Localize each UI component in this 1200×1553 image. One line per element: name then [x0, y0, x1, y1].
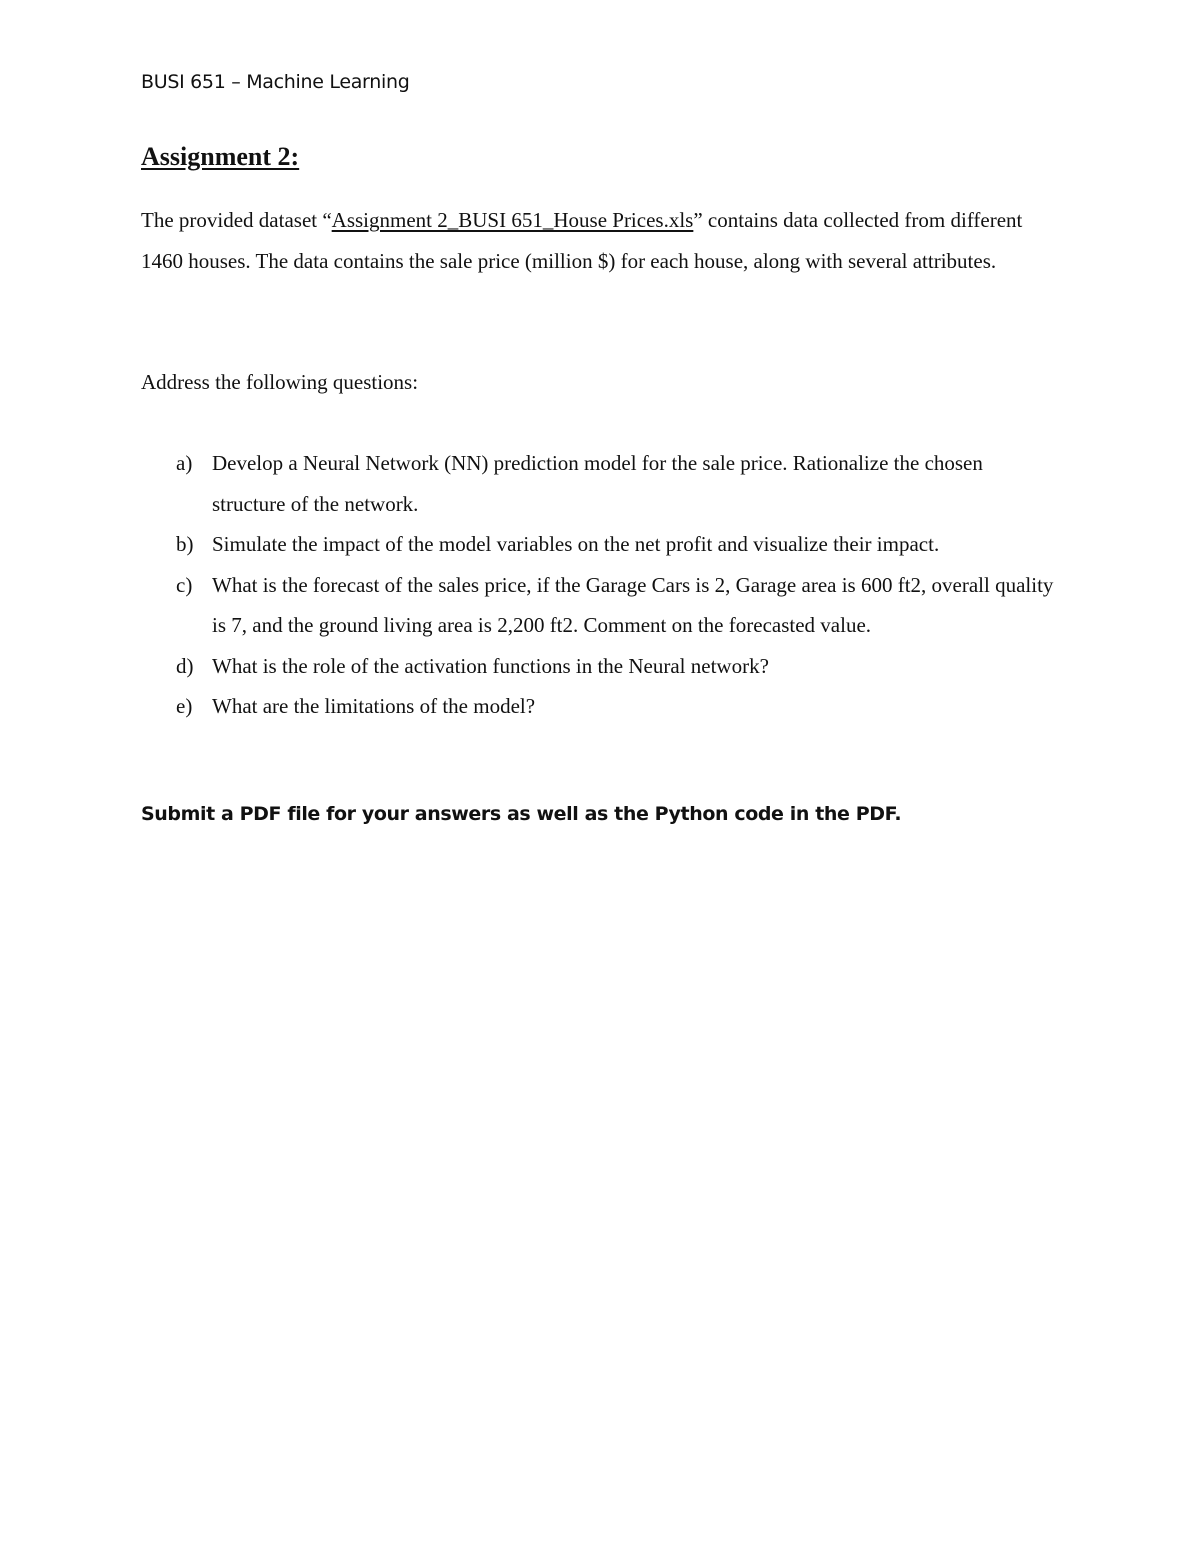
address-questions-line: Address the following questions: [141, 370, 419, 394]
assignment-title: Assignment 2: [141, 142, 300, 171]
question-text: What is the role of the activation functions in the Neural network? [212, 653, 769, 678]
question-marker: b) [176, 532, 194, 556]
question-marker: d) [176, 653, 194, 678]
question-text: Develop a Neural Network (NN) prediction model for the sale price. Rationalize the chosen structure of the network. [212, 451, 983, 516]
question-item-b [141, 524, 1061, 565]
question-marker: e) [176, 694, 193, 718]
question-text: What are the limitations of the model? [212, 694, 536, 718]
intro-text-end: ” contains data collected from different 1460 houses. The data contains the sale price (million $) for each house, along with several attributes. [141, 208, 1023, 273]
question-text: What is the forecast of the sales price, if the Garage Cars is 2, Garage area is 600 ft2, overall quality is 7, and the ground living area is 2,200 ft2. Comment on the forecasted value. [212, 572, 1054, 637]
submission-instructions: Submit a PDF file for your answers as well as the Python code in the PDF. [141, 803, 902, 825]
question-list [141, 443, 1061, 727]
question-item-e [141, 686, 1061, 727]
question-marker: c) [176, 572, 193, 597]
dataset-filename: Assignment 2_BUSI 651_House Prices.xls [331, 208, 694, 232]
question-item-a [141, 443, 1061, 524]
question-marker: a) [176, 451, 193, 475]
course-header: BUSI 651 – Machine Learning [141, 71, 410, 93]
intro-text-start: The provided dataset “ [141, 208, 332, 232]
question-item-c [141, 565, 1061, 646]
intro-paragraph [141, 200, 1061, 282]
question-text: Simulate the impact of the model variables on the net profit and visualize their impact. [212, 532, 940, 556]
question-item-d [141, 646, 1061, 687]
